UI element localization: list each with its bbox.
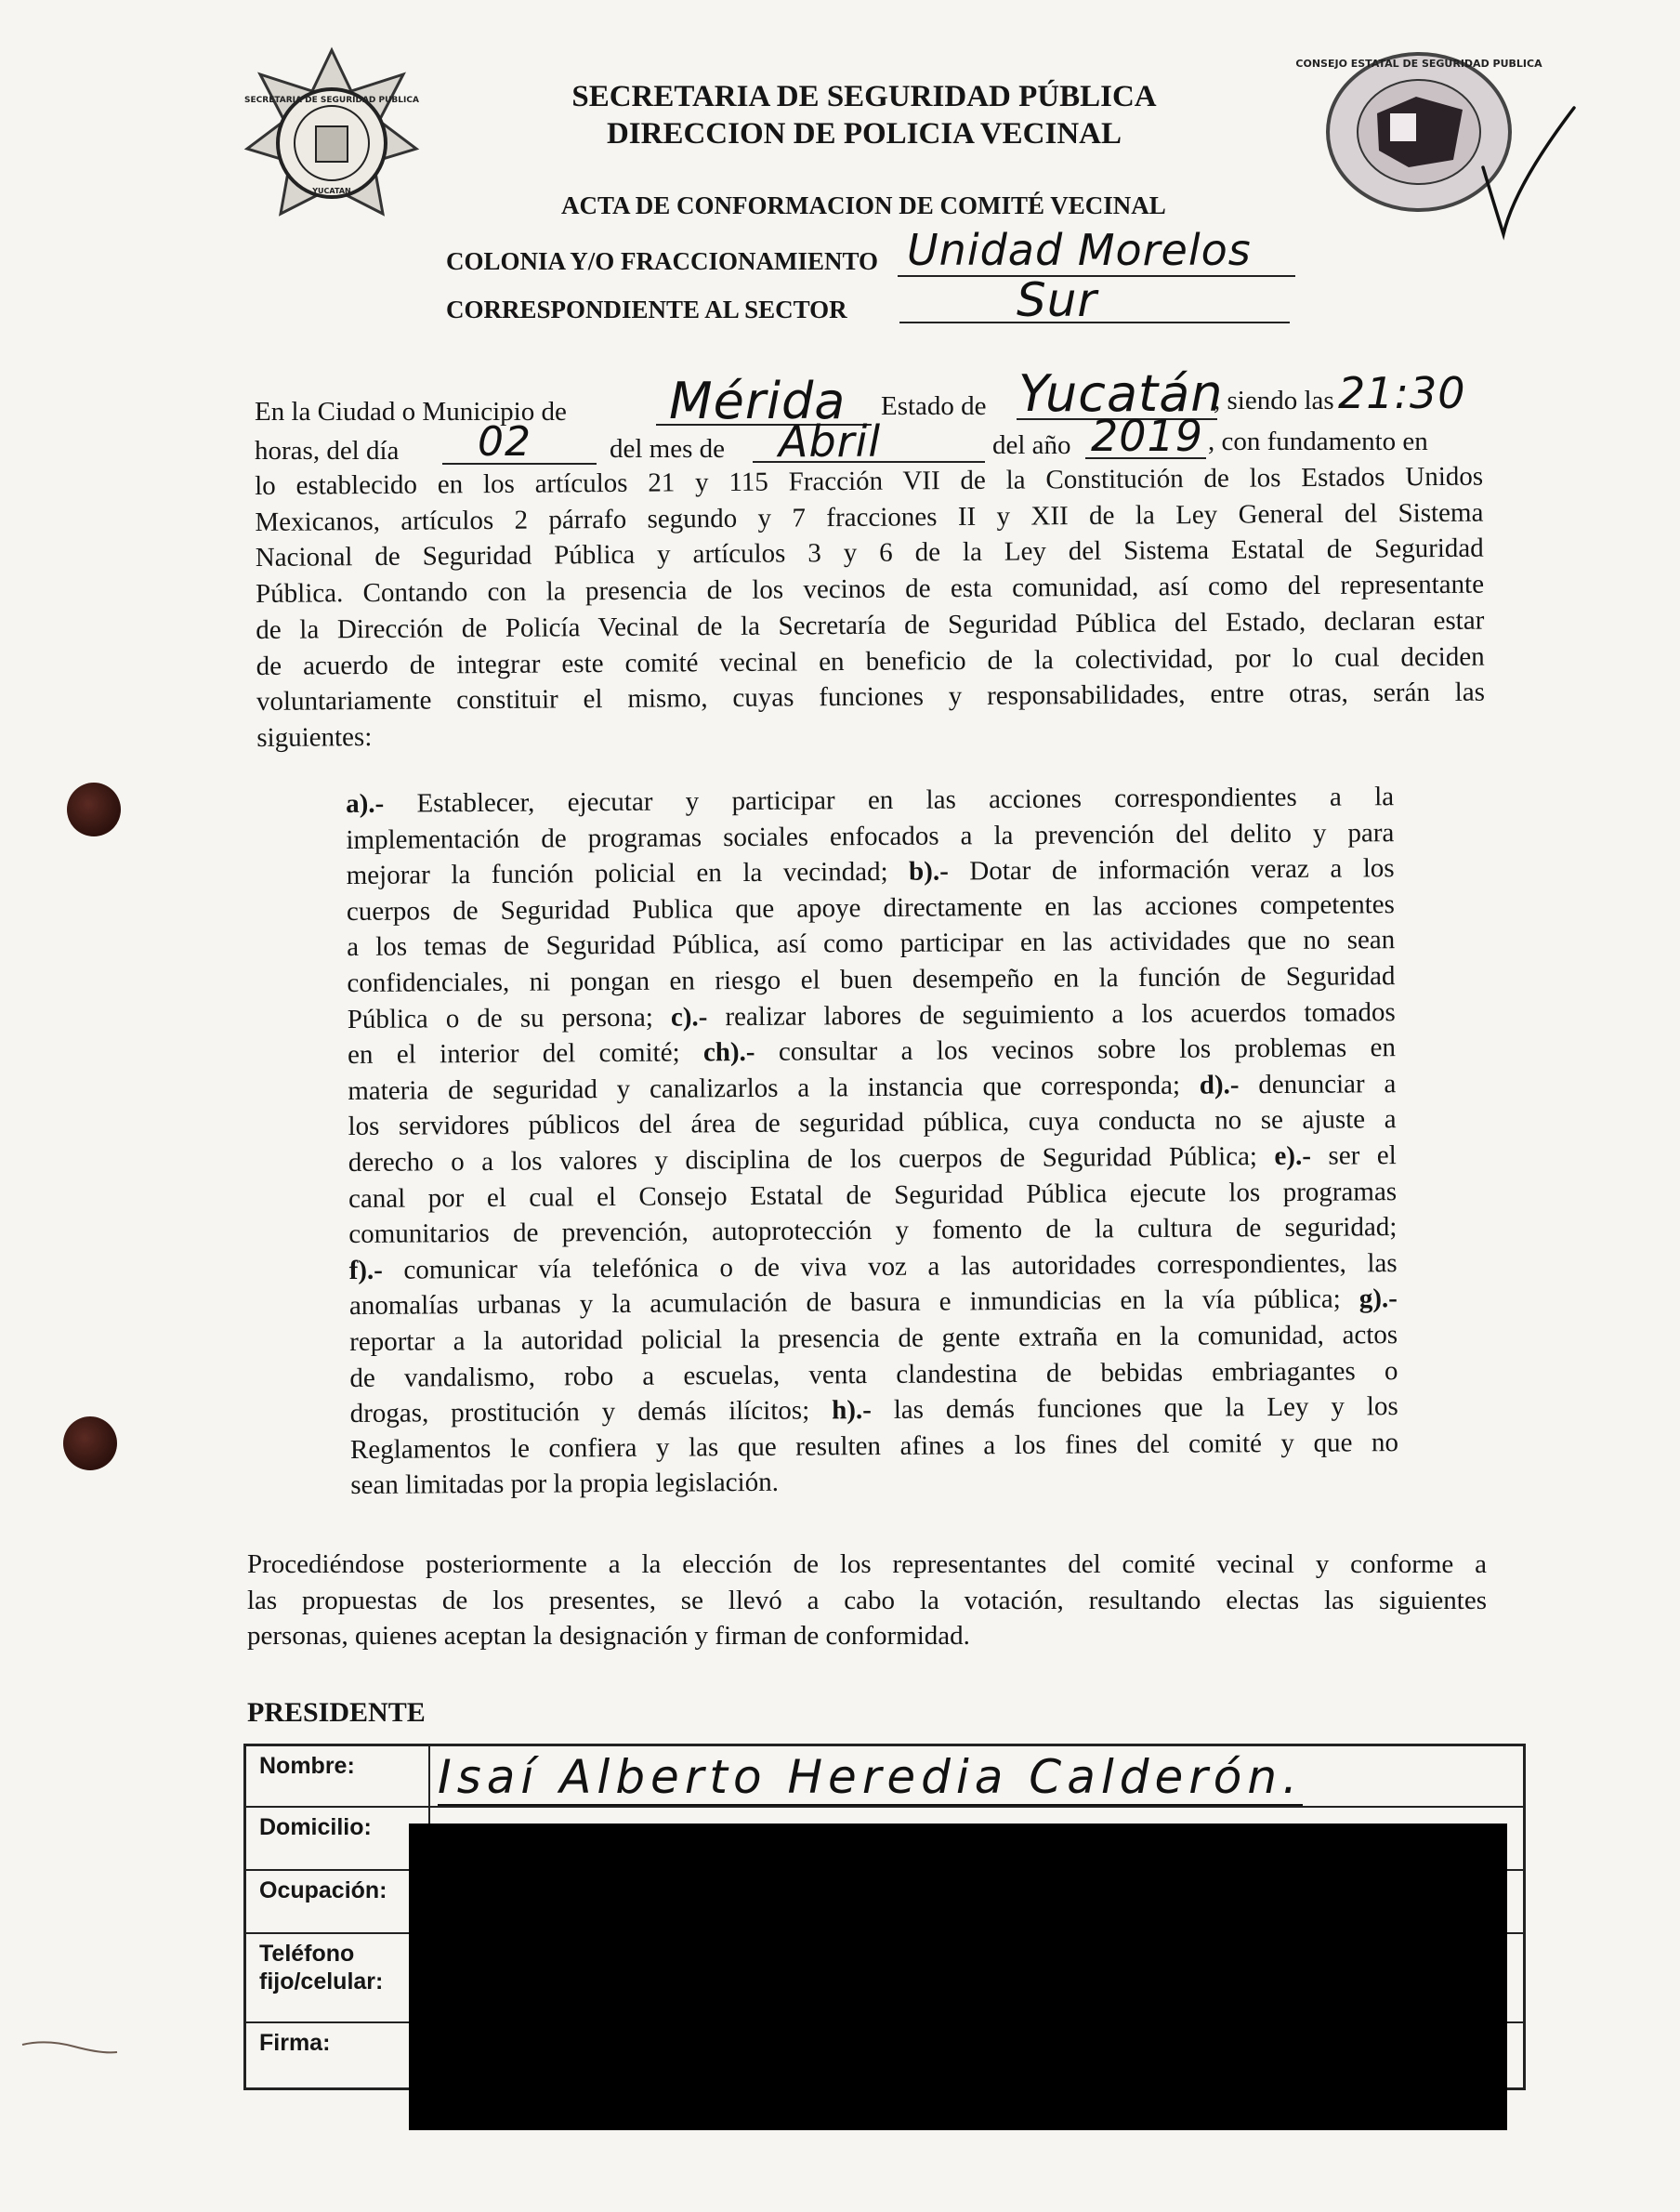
nombre-cell [429, 1745, 1525, 1807]
firma-label: Firma: [245, 2022, 430, 2089]
check-mark-icon [1477, 102, 1580, 242]
functions-list: a).- Establecer, ejecutar y participar en las acciones correspondientes a la implementación de programas sociales enfocados a la prevención del delito y para mejorar la función policial en la vecindad; b).- Dotar de información veraz a los cuerpos de Seguridad Publica que apoye directamente en las acciones competentes a los temas de Seguridad Pública, así como participar en las actividades que no sean confidenciales, ni pongan en riesgo el buen desempeño en la función de Seguridad Pública o de su persona; c).- realizar labores de seguimiento a los acuerdos tomados en el interior del comité; ch).- consultar a los vecinos sobre los problemas en materia de seguridad y canalizarlos a la instancia que corresponda; d).- denunciar a los servidores públicos del área de seguridad pública, cuya conducta no se ajuste a derecho o a los valores y disciplina de los cuerpos de Seguridad Pública; e).- ser el canal por el cual el Consejo Estatal de Seguridad Pública ejecute los programas comunitarios de prevención, autoprotección y fomento de la cultura de seguridad; f).- comunicar vía telefónica o de viva voz a las autoridades correspondientes, las anomalías urbanas y la acumulación de basura e inmundicias en la vía pública; g).- reportar a la autoridad policial la presencia de gente extraña en la comunidad, actos de vandalismo, robo a escuelas, venta clandestina de bebidas embriagantes o drogas, prostitución y demás ilícitos; h).- las demás funciones que la Ley y los Reglamentos le confiera y las que resulten afines a los fines del comité y que no sean limitadas por la propia legislación. [346, 782, 1399, 1501]
domicilio-label: Domicilio: [245, 1807, 430, 1870]
dia-label: horas, del día [255, 436, 400, 466]
municipio-value: Mérida [669, 372, 847, 430]
redaction-block [409, 1824, 1507, 2130]
dia-value: 02 [478, 418, 532, 466]
page-subtitle: DIRECCION DE POLICIA VECINAL [606, 117, 1122, 151]
nombre-value: Isaí Alberto Heredia Calderón. [438, 1750, 1303, 1804]
mes-value: Abril [779, 416, 882, 467]
intro-paragraph: lo establecido en los artículos 21 y 115 Fracción VII de la Constitución de los Estados Unidos Mexicanos, artículos 2 párrafo segundo y 7 fracciones II y XII de la Ley General del Sistema Nacional de Seguridad Pública y artículos 3 y 6 de la Ley del Sistema Estatal de Seguridad Pública. Contando con la presencia de los vecinos de esta comunidad, así como del representante de la Dirección de Policía Vecinal de la Secretaría de Seguridad Pública del Estado, declaran estar de acuerdo de integrar este comité vecinal en beneficio de la colectividad, por lo cual deciden voluntariamente constituir el mismo, cuyas funciones y responsabilidades, entre otras, serán las siguientes: [255, 461, 1486, 753]
ocupacion-label: Ocupación: [245, 1870, 430, 1933]
estado-label: Estado de [881, 391, 987, 421]
colonia-label: COLONIA Y/O FRACCIONAMIENTO [446, 247, 879, 275]
seal-left-text: SECRETARIA DE SEGURIDAD PUBLICA [244, 96, 419, 105]
colonia-value: Unidad Morelos [907, 225, 1252, 275]
punch-hole [63, 1416, 117, 1470]
acta-title: ACTA DE CONFORMACION DE COMITÉ VECINAL [561, 191, 1166, 219]
president-heading: PRESIDENTE [247, 1697, 426, 1728]
hora-value: 21:30 [1338, 368, 1466, 418]
sector-value: Sur [1017, 273, 1097, 327]
fundamento-text: , con fundamento en [1208, 427, 1428, 456]
closing-paragraph: Procediéndose posteriormente a la elección de los representantes del comité vecinal y conforme a las propuestas de los presentes, se llevó a cabo la votación, resultando electas las siguientes personas, quienes aceptan la designación y firman de conformidad. [247, 1549, 1487, 1652]
page-title: SECRETARIA DE SEGURIDAD PÚBLICA [571, 80, 1157, 113]
estado-value: Yucatán [1018, 364, 1224, 423]
punch-hole [67, 783, 121, 836]
telefono-label: Teléfono fijo/celular: [245, 1933, 430, 2022]
nombre-label: Nombre: [245, 1745, 430, 1807]
mes-label: del mes de [610, 434, 726, 464]
anio-value: 2019 [1091, 411, 1204, 461]
sector-label: CORRESPONDIENTE AL SECTOR [446, 296, 847, 323]
margin-scribble [19, 2034, 121, 2061]
hora-label: , siendo las [1214, 386, 1334, 415]
anio-label: del año [992, 430, 1071, 460]
seal-left-subtext: YUCATAN [312, 187, 351, 195]
intro-line-1: En la Ciudad o Municipio de [255, 397, 567, 427]
seal-right-text: CONSEJO ESTATAL DE SEGURIDAD PUBLICA [1295, 58, 1542, 70]
